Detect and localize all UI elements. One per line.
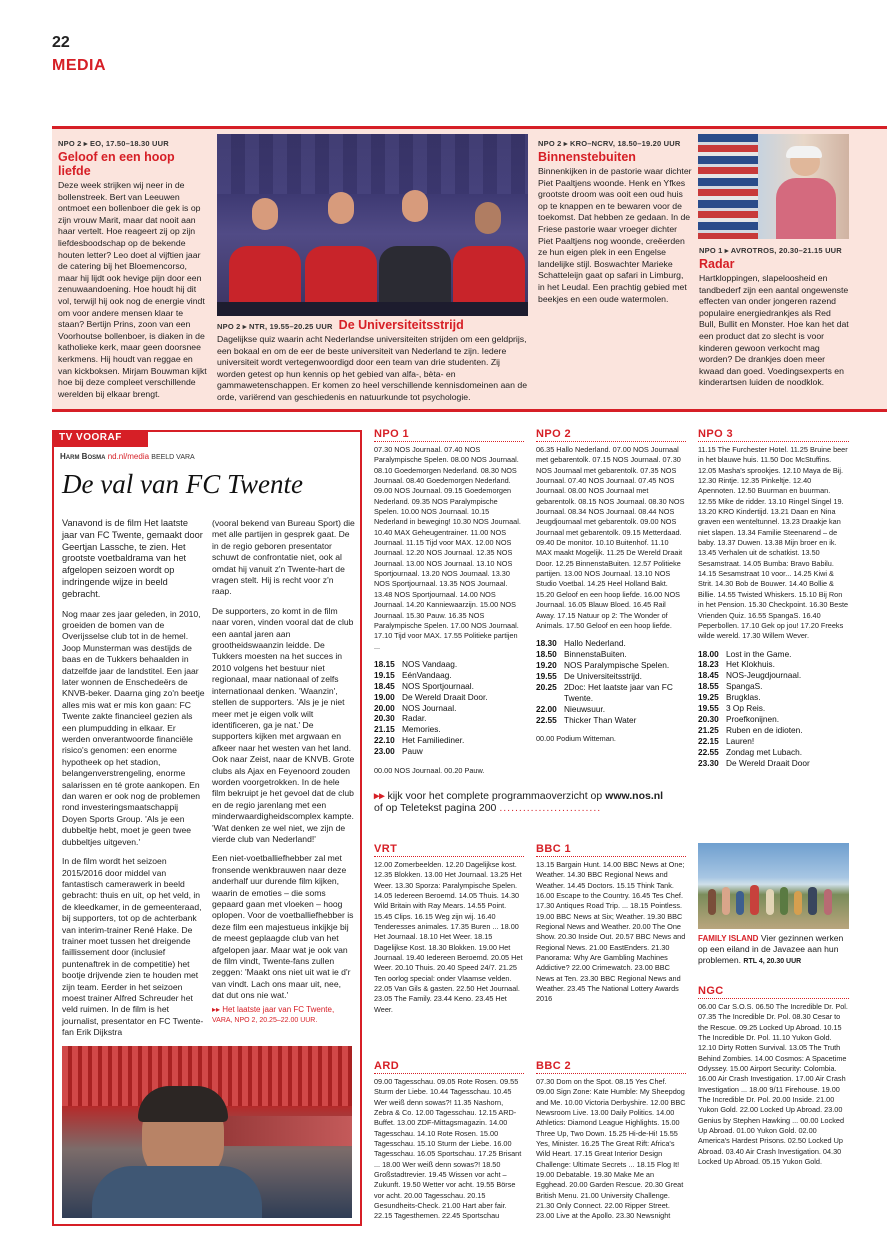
highlight-tag: NPO 2 ▸ NTR, 19.55–20.25 UUR <box>217 322 333 331</box>
evening-schedule <box>374 659 488 757</box>
article-paragraph: Nog maar zes jaar geleden, in 2010, groeiden de bomen van de Overijsselse club tot in de hemel. Joop Munsterman was destijds de baas en de Tukkers behaalden in datzelfde jaar de landstitel. Een jaar later wonnen de Enschedeërs de KNVB-beker. Daarna ging zo'n beetje alles mis wat er mis kon gaan: FC Twente zakte financieel gezien als een plumpudding in elkaar. Er werden onverantwoorde financiële risico's genomen: een enorme hypotheek op het stadion, belangenverstrengeling, enorme salarissen en té grote aankopen. En dan waren er ook nog de problemen rond investeringsmaatschappij Doyen Sports Group. 'Als je een dubbeltje hebt, moet je geen twee dubbeltjes uitgeven.' <box>62 608 205 847</box>
listing: 13.15 Bargain Hunt. 14.00 BBC News at One; Weather. 14.30 BBC Regional News and Weather. 14.45 Doctors. 15.15 Think Tank. 16.00 Escape to the Country. 16.45 Tes Chef. 17.30 Antiques Road Trip. ... 18.15 Pointless. 19.00 BBC News at Six; Weather. 19.30 BBC Regional News and Weather. 20.00 The One Show. 20.30 Inside Out. 20.57 BBC News and Regional News. 21.00 EastEnders. 21.30 Panorama: Why Are Gambling Machines Addictive? 22.00 Crimewatch. 23.00 BBC News at Ten. 23.30 BBC Regional News and Weather. 23.45 The National Lottery Awards 2016 <box>536 860 686 1004</box>
schedule-row: 20.30 Proefkonijnen. <box>698 713 780 724</box>
schedule-row: 19.00 De Wereld Draait Door. <box>374 691 488 702</box>
double-arrow-icon: ▸▸ <box>374 790 385 802</box>
highlight-binnenstebuiten <box>538 139 692 305</box>
article-paragraph: (vooral bekend van Bureau Sport) die met alle partijen in gesprek gaat. De in de regio geboren presentator schuwt de confrontatie niet, ook al omdat hij vanuit z'n Twente-hart de vragen stelt. Hij is recht voor z'n raap. <box>212 518 355 597</box>
tv-vooraf-badge: TV VOORAF <box>52 430 148 447</box>
schedule-row: 19.55 3 Op Reis. <box>698 703 766 714</box>
listing: 06.00 Car S.O.S. 06.50 The Incredible Dr. Pol. 07.35 The Incredible Dr. Pol. 08.30 Cesar to the Rescue. 09.25 Locked Up Abroad. 10.15 The Incredible Dr. Pol. 11.10 Yukon Gold. 12.10 Dirty Rotten Survival. 13.05 The Truth Behind Zombies. 14.00 Cosmos: A Spacetime Odyssey. 15.00 Airport Security: Colombia. 16.00 Air Crash Investigation. 17.00 Air Crash Investigation ... 18.00 9/11 Firehouse. 19.00 The Incredible Dr. Pol. 20.00 Inside. 21.00 Yukon Gold. 22.00 Locked Up Abroad. 23.00 Genius by Stephen Hawking ... 00.00 Locked Up Abroad. 01.00 Yukon Gold. 02.00 America's Hardest Prisons. 02.50 Locked Up Abroad. 03.40 Air Crash Investigation. 04.30 Locked Up Abroad. 05.15 Yukon Gold. <box>698 1002 848 1167</box>
article-paragraph: De supporters, zo komt in de film naar voren, vinden vooral dat de club een aantal jaren aan grootheidswaanzin leidde. De Tukkers moesten na het succes in 2010 volgens het bestuur niet regionaal, maar nationaal of zelfs internationaal denken. 'Waanzin', stellen de supporters. 'Als je je niet meer met je eigen volk wilt identificeren, ga je nat.' De supporters kijken met argwaan en afkeer naar het westen van het land. Ook naar Zeist, naar de KNVB. Grote clubs als Ajax en Feyenoord zouden worden voorgetrokken. In de hele film bekruipt je het gevoel dat de club en de regio jarenlang met een minderwaardigheidscomplex kampte. 'Wat denken ze wel niet, we zijn de vierde club van Nederland!' <box>212 605 355 844</box>
highlight-geloof <box>58 139 208 400</box>
channel-bbc2 <box>536 1060 686 1222</box>
article-program-info <box>212 1004 355 1027</box>
schedule-row: 19.25 Brugklas. <box>698 692 761 703</box>
schedule-row: 20.00 NOS Journaal. <box>374 702 457 713</box>
highlight-universiteitsstrijd <box>217 318 528 404</box>
author-name: Harm Bosma <box>60 452 106 461</box>
schedule-row: 19.55 De Universiteitsstrijd. <box>536 670 642 681</box>
author-site: nd.nl/media <box>107 452 150 461</box>
section-title: MEDIA <box>52 57 107 74</box>
daytime-listing: 11.15 The Furchester Hotel. 11.25 Bruine beer in het blauwe huis. 11.50 Doc McStuffins. 12.05 Masha's sprookjes. 12.10 Maya de Bij. 12.30 Rintje. 12.35 Pinkeltje. 12.40 Apennoten. 12.50 Buurman en buurman. 12.55 Mike de ridder. 13.10 Ringel Singel 19. 13.20 KRO Kindertijd. 13.21 Daan en Nina graven een wenteltunnel. 13.23 Draakje kan niet slapen. 13.34 Familie Steenarend – de baby. 13.37 Duwen. 13.38 Mijn broer en ik. 13.45 Verhalen uit de schatkist. 13.50 Sesamstraat. 14.05 Bumba: Bravo Babilu. 14.15 Sesamstraat 10 voor... 14.25 Kiwi & Strit. 14.30 Bob de Bouwer. 14.40 Bollie & Billie. 14.55 Twisted Whiskers. 15.10 Bij Ron in het Pension. 15.30 Checkpoint. 16.30 Beste Vrienden Quiz. 16.55 SpangaS. 16.40 Peperbollen. 17.10 Gek op jou! 17.20 Freeks wilde wereld. 17.30 Willem Wever. <box>698 445 849 641</box>
schedule-row: 18.45 NOS Sportjournaal. <box>374 680 474 691</box>
channel-bbc1 <box>536 843 686 1005</box>
schedule-row: 21.25 Ruben en de idioten. <box>698 724 803 735</box>
highlight-body: Dagelijkse quiz waarin acht Nederlandse universiteiten strijden om een geldprijs, een bokaal en om de eer de beste universiteit van Nederland te zijn. Iedere universiteit wordt vertegenwoordigd door een team van drie studenten. Zij worden getest op hun kennis op het gebied van alfa-, bèta- en gammawetenschappen. Er komen zo heel verschillende kennisdomeinen aan de orde, variërend van geschiedenis en natuurkunde tot psychologie. <box>217 334 528 402</box>
night-listing: 00.00 NOS Journaal. 00.20 Pauw. <box>374 766 485 776</box>
channel-name: NPO 2 <box>536 428 572 440</box>
schedule-row: 18.45 NOS-Jeugdjournaal. <box>698 670 802 681</box>
program-title: Het laatste jaar van FC Twente, <box>222 1004 335 1014</box>
schedule-row: 18.50 BinnenstaBuiten. <box>536 649 627 660</box>
schedule-row: 18.23 Het Klokhuis. <box>698 659 775 670</box>
double-arrow-icon: ▸▸ <box>212 1004 221 1014</box>
schedule-row: 19.15 EénVandaag. <box>374 669 452 680</box>
highlight-body: Deze week strijken wij neer in de bollenstreek. Bert van Leeuwen ontmoet een bollenboer die gek is op zijn vrouw Marit, maar dat nooit aan haar vertelt. Hoe reageert zij op zijn liefdesboodschap op de bekende houten letter? Leo doet al vijftien jaar de catering bij het Bloemencorso, maar hij lijdt ook hevige pijn door een zenuwaandoening. Hoe houdt hij dit vol, terwijl hij ook nog de energie vindt om voor andere mensen klaar te staan? Bertijn Prins, zoon van een Voorhoutse bollenboer, is diaken in de katholieke kerk, maar geen doorsnee kerkmens. Hij houdt van reggae en van kickboksen. Mirjam Bouwman kijkt hoe bij deze compleet verschillende werelden bij elkaar brengt. <box>58 180 207 399</box>
listing: 09.00 Tagesschau. 09.05 Rote Rosen. 09.55 Sturm der Liebe. 10.44 Tagesschau. 10.45 Wer weiß denn sowas?! 11.35 Nashorn, Zebra & Co. 12.00 Tagesschau. 12.15 ARD-Buffet. 13.00 ZDF-Mittagsmagazin. 14.00 Tagesschau. 14.10 Rote Rosen. 15.00 Tagesschau. 15.10 Sturm der Liebe. 16.00 Tagesschau. 16.05 Sportschau. 17.25 Brisant ... 18.00 Wer weiß denn sowas?! 18.50 Großstadtrevier. 19.45 Wissen vor acht – Zukunft. 19.50 Wetter vor acht. 19.55 Börse vor acht. 20.00 Tagesschau. 20.15 Gesundheits-Check. 21.00 Hart aber fair. 22.15 Tagesthemen. 22.45 Sportschau <box>374 1077 522 1221</box>
channel-ard <box>374 1060 524 1222</box>
highlight-tag: NPO 1 ▸ AVROTROS, 20.30–21.15 UUR <box>699 246 842 255</box>
channel-npo3 <box>698 428 849 769</box>
schedule-row: 22.10 Het Familiediner. <box>374 735 465 746</box>
nos-link-bar: ▸▸ kijk voor het complete programmaoverzicht op www.nos.nl of op Teletekst pagina 200 .......................... <box>374 790 664 814</box>
highlight-body: Hartkloppingen, slapeloosheid en tandbederf zijn een aantal ongewenste effecten van onder jongeren razend populaire energiedrankjes als Red Bull, Bullit en Monster. Hoe kan het dat een product dat zo slecht is voor kinderen gewoon verkocht mag worden? De drankjes doen meer kwaad dan goed. Voedingsexperts en kinderartsen luiden de noodklok. <box>699 273 849 388</box>
highlight-body: Binnenkijken in de pastorie waar dichter Piet Paaltjens woonde. Henk en Yfkes grootste droom was ooit een oud huis op te knappen en te bewaren voor de toekomst. Dat hebben ze gedaan. In de Friese pastorie waar vroeger dichter Piet Paaltjens nog woonde, creëerden ze hun eigen plek in een Engelse landelijke stijl. Boswachter Marieke Schatteleijn gaat op safari in Limburg, in het Leudal. Een prachtig gebied met beekjes en een oude watermolen. <box>538 166 692 304</box>
channel-npo1 <box>374 428 524 776</box>
nos-bar-teletext: of op Teletekst pagina 200 <box>374 802 497 814</box>
channel-name: NPO 3 <box>698 428 734 440</box>
article-paragraph: In de film wordt het seizoen 2015/2016 door middel van fantastisch camerawerk in beeld gebracht: thuis en uit, op het veld, in de kleedkamer, in de gemeenteraad, bij supporters, tot op de achterbank van interim-trainer René Hake. De trainer moet tussen het dreigende faillissement door (inclusief puntenaftrek in de competitie) het bootje drijvende zien te houden met zijn team. Eerder in het seizoen moest trainer Alfred Schreuder het veld ruimen. In de film is het journalist, presentator en FC Twente-fan Erik Dijkstra <box>62 856 204 1038</box>
night-listing: 00.00 Podium Witteman. <box>536 734 616 744</box>
highlight-tag: NPO 2 ▸ KRO–NCRV, 18.50–19.20 UUR <box>538 139 681 148</box>
fc-twente-photo <box>62 1046 352 1218</box>
highlight-title: Binnenstebuiten <box>538 150 636 164</box>
schedule-row: 18.55 SpangaS. <box>698 681 763 692</box>
listing: 12.00 Zomerbeelden. 12.20 Dagelijkse kost. 12.35 Blokken. 13.00 Het Journaal. 13.25 Het Weer. 13.30 Sporza: Paralympische Spelen. 14.05 Iedereen Beroemd. 14.05 Thuis. 14.30 Wild Britain with Ray Mears. 14.55 Point. 15.45 Clips. 16.15 Weg zijn wij. 16.40 Tenderesses animales. 17.35 Buren ... 18.00 Het Journaal. 18.10 Het Weer. 18.15 Dagelijkse Kost. 18.30 Blokken. 19.00 Het Journaal. 19.40 Iedereen Beroemd. 20.05 Het Weer. 20.10 Thuis. 20.40 Speed 24/7. 21.25 Ten oorlog special: onder Vlaamse velden. 22.05 Van Gils & gasten. 22.50 Het Journaal. 23.05 The Family. 23.44 Keno. 23.45 Het Weer. <box>374 860 523 1014</box>
evening-schedule <box>698 649 810 769</box>
schedule-row: 18.30 Hallo Nederland. <box>536 638 626 649</box>
highlight-tag: NPO 2 ▸ EO, 17.50–18.30 UUR <box>58 139 169 148</box>
photo-credit: BEELD VARA <box>151 454 195 461</box>
schedule-row: 19.20 NOS Paralympische Spelen. <box>536 660 670 670</box>
schedule-row: 23.30 De Wereld Draait Door <box>698 757 810 768</box>
schedule-row: 23.00 Pauw <box>374 746 423 757</box>
schedule-row: 22.00 Nieuwsuur. <box>536 703 606 714</box>
nos-url-link[interactable]: www.nos.nl <box>605 790 664 802</box>
schedule-row: 18.15 NOS Vandaag. <box>374 658 458 669</box>
article-column-2 <box>212 518 355 1026</box>
schedule-row: 21.15 Memories. <box>374 724 441 735</box>
schedule-row: 18.00 Lost in the Game. <box>698 648 792 659</box>
channel-name: BBC 2 <box>536 1060 572 1072</box>
article-title: De val van FC Twente <box>62 469 303 499</box>
article-intro: Vanavond is de film Het laatste jaar van FC Twente, gemaakt door Geertjan Lassche, te zien. Het grootste voetbaldrama van het afgelopen seizoen wordt op indringende wijze in beeld gebracht. <box>62 518 203 599</box>
highlight-radar <box>699 246 849 389</box>
channel-name: BBC 1 <box>536 843 572 855</box>
caption-title: FAMILY ISLAND <box>698 934 759 943</box>
channel-vrt <box>374 843 524 1015</box>
schedule-row: 20.30 Radar. <box>374 713 427 724</box>
schedule-row: 20.25 2Doc: Het laatste jaar van FC Twente. <box>536 681 673 703</box>
article-byline <box>60 452 195 461</box>
listing: 07.30 Dom on the Spot. 08.15 Yes Chef. 09.00 Sign Zone: Kate Humble: My Sheepdog and Me. 10.00 Victoria Derbyshire. 12.00 BBC Newsroom Live. 13.00 Daily Politics. 14.00 Athletics: Diamond League Highlights. 15.00 Three Up, Two Down. 15.25 Hi-de-Hi! 15.55 Yes, Minister. 16.25 The Great Rift: Africa's Wild Heart. 17.15 Great Interior Design Challenge: Ultimate Secrets ... 18.15 Flog It! 19.00 Debatable. 19.30 Make Me an Egghead. 20.00 Garden Rescue. 20.30 Great British Menu. 21.00 University Challenge. 21.30 Only Connect. 22.00 Ripper Street. 23.00 Live at the Apollo. 23.30 Newsnight <box>536 1077 686 1221</box>
channel-name: NGC <box>698 985 724 997</box>
schedule-row: 22.55 Thicker Than Water <box>536 714 637 725</box>
evening-schedule <box>536 638 686 725</box>
page-number: 22 <box>52 34 70 51</box>
universiteitsstrijd-photo <box>217 134 528 316</box>
highlights-bottom-rule <box>52 409 887 412</box>
channel-name: ARD <box>374 1060 400 1072</box>
daytime-listing: 07.30 NOS Journaal. 07.40 NOS Paralympische Spelen. 08.00 NOS Journaal. 08.10 Goedemorgen Nederland. 08.30 NOS Journaal. 08.40 Goedemorgen Nederland. 09.00 NOS Journaal. 09.15 Goedemorgen Nederland. 09.35 NOS Paralympische Spelen. 10.00 NOS Journaal. 10.15 Nederland in beweging! 10.30 NOS Journaal. 10.40 MAX Geheugentrainer. 11.00 NOS Journaal. 11.15 Tijd voor MAX. 12.00 NOS Journaal. 12.20 NOS Journaal. 12.35 NOS Journaal. 13.00 NOS Journaal. 13.10 NOS Sportjournaal. 13.20 NOS Journaal. 13.30 NOS Sportjournaal. 13.35 NOS Journaal. 13.48 NOS Sportjournaal. 14.00 NOS Journaal. 14.20 Kanniewaarzijn. 15.00 NOS Journaal. 15.30 Pauw. 16.35 NOS Paralympische Spelen. 17.00 NOS Journaal. 17.10 Tijd voor MAX. 17.55 Politieke partijen ... <box>374 445 521 651</box>
channel-ngc <box>698 985 849 1168</box>
article-paragraph: Een niet-voetballiefhebber zal met fronsende wenkbrauwen naar deze anderhalf uur durende film kijken, waarin de emoties – die soms gepaard gaan met vloeken – hoog oplopen. Voor de voetballiefhebber is deze film een majestueus inkijkje bij de meest geplaagde club van het afgelopen jaar. Maar wat je ook van de film vindt, Twente-fans zullen zeggen: 'Maakt ons niet uit wat ie d'r van vindt. Lach ons maar uit, nee, dat dut ons nie wat.' <box>212 853 354 1001</box>
caption-tag: RTL 4, 20.30 UUR <box>743 958 802 966</box>
daytime-listing: 06.35 Hallo Nederland. 07.00 NOS Journaal met gebarentolk. 07.15 NOS Journaal. 07.30 NOS Journaal met gebarentolk. 07.35 NOS Journaal. 07.40 NOS Journaal. 07.45 NOS Journaal. 08.00 NOS Journaal met gebarentolk. 08.15 NOS Journaal. 08.30 NOS Journaal. 08.34 NOS Journaal. 08.44 NOS Jeugdjournaal met gebarentolk. 09.00 NOS Journaal met gebarentolk. 09.15 Metterdaad. 09.40 De monitor. 10.10 Buitenhof. 11.10 MAX maakt Mogelijk. 11.25 De Wereld Draait Door. 12.25 BinnenstaBuiten. 12.57 Politieke partijen. 13.00 NOS Journaal. 13.10 NOS Studio Voetbal. 14.25 Heel Holland Bakt. 15.20 Geloof en een hoop liefde. 16.00 NOS Journaal. 16.05 Blauw Bloed. 16.45 Rail Away. 17.15 Natuur op 2: The Wonder of Animals. 17.50 Geloof en een hoop liefde. <box>536 445 685 630</box>
caption-body: Vier gezinnen werken op een eiland in de Javazee aan hun problemen. <box>698 933 844 966</box>
article-column-1 <box>62 518 205 1047</box>
radar-photo <box>698 134 849 239</box>
highlight-title: De Universiteitsstrijd <box>338 318 464 332</box>
family-island-caption <box>698 933 849 968</box>
nos-bar-text: kijk voor het complete programmaoverzicht op <box>387 790 603 802</box>
highlight-title: Radar <box>699 257 735 271</box>
channel-name: VRT <box>374 843 398 855</box>
channel-name: NPO 1 <box>374 428 410 440</box>
program-time: VARA, NPO 2, 20.25–22.00 UUR. <box>212 1017 318 1025</box>
schedule-row: 22.55 Zondag met Lubach. <box>698 746 803 757</box>
schedule-row: 22.15 Lauren! <box>698 735 755 746</box>
highlight-title: Geloof en een hoop liefde <box>58 150 175 178</box>
channel-npo2 <box>536 428 686 745</box>
family-island-photo <box>698 843 849 929</box>
